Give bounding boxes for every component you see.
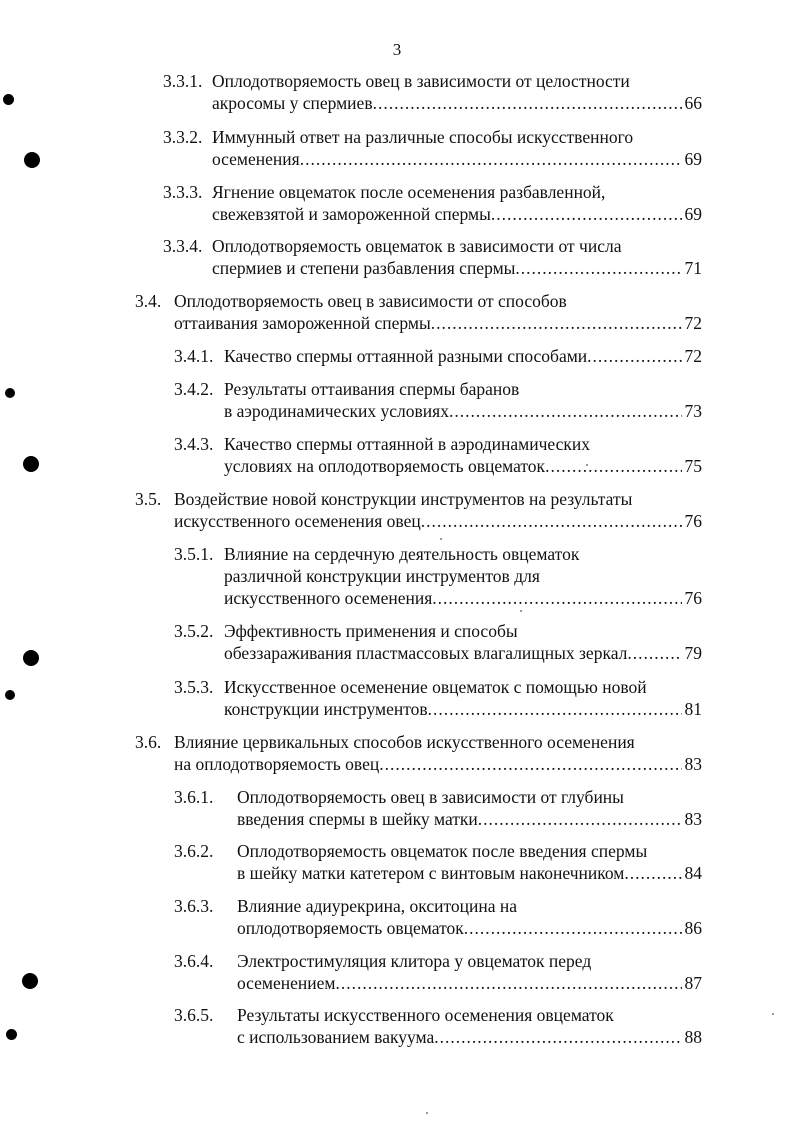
entry-page: 75 (684, 456, 702, 476)
entry-title-line: в шейку матки катетером с винтовым наконечником (237, 863, 625, 883)
entry-title-line: Оплодотворяемость овец в зависимости от способов (174, 291, 567, 311)
entry-number: 3.3.4. (163, 236, 203, 256)
toc-entry-3-5-3[interactable] (174, 676, 702, 720)
entry-page: 88 (684, 1027, 702, 1047)
entry-page: 69 (684, 204, 702, 224)
dot-leader (587, 345, 681, 367)
scan-speck (440, 538, 442, 540)
dot-leader (627, 642, 681, 664)
page-number: 3 (392, 40, 402, 59)
entry-title-line: акросомы у спермиев (212, 93, 373, 113)
entry-title-line: оттаивания замороженной спермы (174, 313, 431, 333)
entry-number: 3.5.2. (174, 621, 214, 641)
dot-leader (624, 862, 681, 884)
entry-page: 69 (684, 149, 702, 169)
toc-entry-3-3-3[interactable] (163, 181, 702, 225)
entry-page: 71 (684, 258, 702, 278)
entry-title-line: Качество спермы оттаянной разными способами (224, 346, 588, 366)
entry-title-line: Результаты оттаивания спермы баранов (224, 379, 520, 399)
entry-number: 3.6.4. (174, 951, 214, 971)
dot-leader (421, 510, 682, 532)
toc-entry-3-6-1[interactable] (174, 786, 702, 830)
entry-number: 3.4. (135, 291, 162, 311)
punch-hole (5, 388, 15, 398)
punch-hole (24, 152, 40, 168)
entry-title-line: осеменением (237, 973, 336, 993)
entry-title-line: Воздействие новой конструкции инструментов на результаты (174, 489, 633, 509)
entry-title-line: искусственного осеменения (224, 588, 433, 608)
dot-leader (434, 1026, 681, 1048)
toc-entry-3-6-5[interactable] (174, 1004, 702, 1048)
scan-speck (520, 610, 522, 612)
entry-title-line: Оплодотворяемость овец в зависимости от глубины (237, 787, 624, 807)
entry-page: 87 (684, 973, 702, 993)
toc-entry-3-4-1[interactable] (174, 345, 702, 367)
entry-number: 3.6. (135, 732, 162, 752)
entry-title-line: обеззараживания пластмассовых влагалищных зеркал (224, 643, 628, 663)
entry-number: 3.4.1. (174, 346, 214, 366)
entry-page: 66 (684, 93, 702, 113)
scan-speck (772, 1013, 774, 1015)
toc-entry-3-3-1[interactable] (163, 70, 702, 114)
entry-number: 3.3.1. (163, 71, 203, 91)
entry-number: 3.6.3. (174, 896, 214, 916)
dot-leader (428, 698, 682, 720)
toc-entry-3-6-2[interactable] (174, 840, 702, 884)
toc-entry-3-3-2[interactable] (163, 126, 702, 170)
entry-title-line: Ягнение овцематок после осеменения разбавленной, (212, 182, 606, 202)
toc-entry-3-5-1[interactable] (174, 543, 702, 609)
punch-hole (22, 973, 38, 989)
entry-number: 3.4.2. (174, 379, 214, 399)
toc-entry-3-6-4[interactable] (174, 950, 702, 994)
entry-page: 81 (684, 699, 702, 719)
dot-leader (449, 400, 682, 422)
punch-hole (23, 456, 39, 472)
entry-number: 3.6.1. (174, 787, 214, 807)
entry-title-line: оплодотворяемость овцематок (237, 918, 464, 938)
entry-title-line: Эффективность применения и способы (224, 621, 518, 641)
entry-page: 72 (684, 313, 702, 333)
entry-title-line: Качество спермы оттаянной в аэродинамических (224, 434, 590, 454)
entry-title-line: Оплодотворяемость овец в зависимости от целостности (212, 71, 630, 91)
scan-speck (426, 1112, 428, 1114)
dot-leader (373, 92, 682, 114)
dot-leader (431, 312, 682, 334)
punch-hole (3, 94, 14, 105)
entry-title-line: Влияние адиурекрина, окситоцина на (237, 896, 517, 916)
dot-leader (379, 753, 681, 775)
toc-entry-3-4-3[interactable] (174, 433, 702, 477)
entry-number: 3.3.3. (163, 182, 203, 202)
entry-title-line: осеменения (212, 149, 300, 169)
entry-title-line: искусственного осеменения овец (174, 511, 421, 531)
entry-title-line: Оплодотворяемость овцематок после введения спермы (237, 841, 648, 861)
entry-title-line: конструкции инструментов (224, 699, 428, 719)
punch-hole (5, 690, 15, 700)
entry-number: 3.5.3. (174, 677, 214, 697)
entry-page: 72 (684, 346, 702, 366)
entry-title-line: различной конструкции инструментов для (224, 566, 540, 586)
dot-leader (491, 203, 682, 225)
entry-title-line: свежевзятой и замороженной спермы (212, 204, 491, 224)
entry-title-line: спермиев и степени разбавления спермы (212, 258, 516, 278)
entry-title-line: в аэродинамических условиях (224, 401, 449, 421)
toc-entry-3-5-2[interactable] (174, 620, 702, 664)
entry-title-line: Влияние на сердечную деятельность овцематок (224, 544, 580, 564)
entry-number: 3.6.2. (174, 841, 214, 861)
toc-entry-3-6[interactable] (135, 731, 702, 775)
entry-title-line: на оплодотворяемость овец (174, 754, 380, 774)
dot-leader (478, 808, 682, 830)
entry-title-line: введения спермы в шейку матки (237, 809, 478, 829)
entry-title-line: Электростимуляция клитора у овцематок перед (237, 951, 592, 971)
entry-page: 83 (684, 809, 702, 829)
toc-entry-3-5[interactable] (135, 488, 702, 532)
entry-page: 76 (684, 588, 702, 608)
dot-leader (300, 148, 682, 170)
dot-leader (335, 972, 681, 994)
entry-title-line: с использованием вакуума (237, 1027, 435, 1047)
dot-leader (432, 587, 681, 609)
toc-entry-3-4-2[interactable] (174, 378, 702, 422)
dot-leader (545, 455, 681, 477)
entry-title-line: Оплодотворяемость овцематок в зависимости от числа (212, 236, 622, 256)
entry-page: 76 (684, 511, 702, 531)
entry-number: 3.6.5. (174, 1005, 214, 1025)
dot-leader (515, 257, 681, 279)
entry-page: 84 (684, 863, 702, 883)
punch-hole (6, 1029, 17, 1040)
entry-page: 79 (684, 643, 702, 663)
entry-title-line: Искусственное осеменение овцематок с помощью новой (224, 677, 647, 697)
entry-number: 3.5. (135, 489, 162, 509)
entry-title-line: Иммунный ответ на различные способы искусственного (212, 127, 634, 147)
entry-title-line: Результаты искусственного осеменения овцематок (237, 1005, 614, 1025)
entry-page: 83 (684, 754, 702, 774)
entry-title-line: условиях на оплодотворяемость овцематок (224, 456, 546, 476)
entry-page: 73 (684, 401, 702, 421)
entry-number: 3.4.3. (174, 434, 214, 454)
toc-entry-3-3-4[interactable] (163, 235, 702, 279)
toc-entry-3-6-3[interactable] (174, 895, 702, 939)
dot-leader (464, 917, 682, 939)
punch-hole (23, 650, 39, 666)
entry-page: 86 (684, 918, 702, 938)
entry-number: 3.3.2. (163, 127, 203, 147)
entry-title-line: Влияние цервикальных способов искусственного осеменения (174, 732, 635, 752)
entry-number: 3.5.1. (174, 544, 214, 564)
toc-entry-3-4[interactable] (135, 290, 702, 334)
